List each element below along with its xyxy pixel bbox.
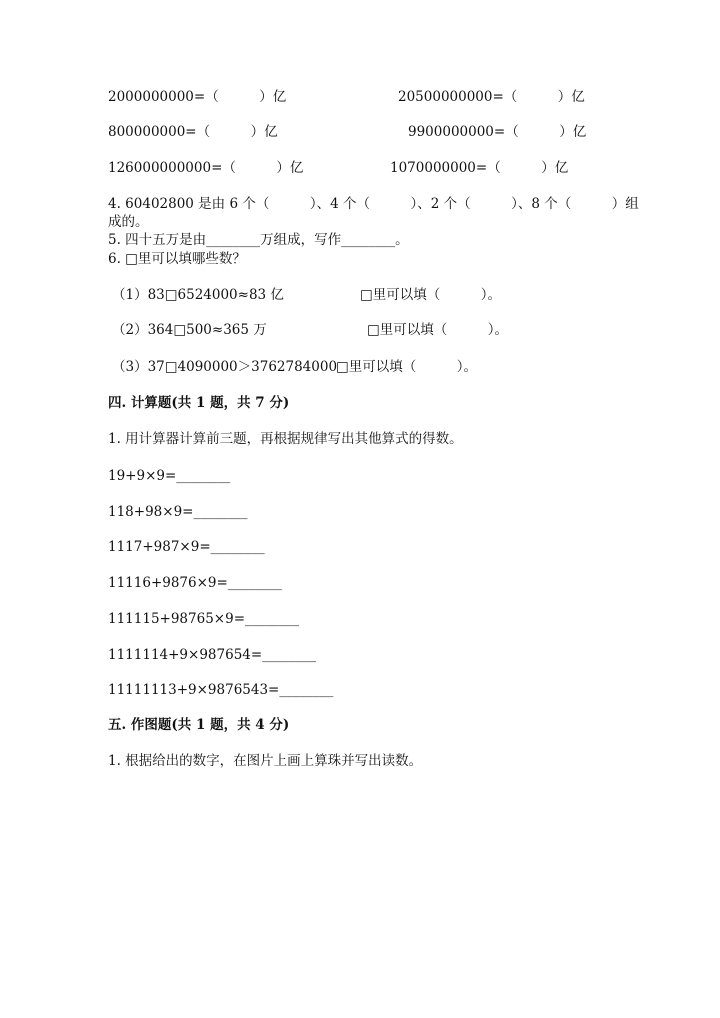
question-6-item-1-expr: （1）83□6524000≈83 亿 <box>112 287 284 303</box>
conversion-1-left: 2000000000=（ ）亿 <box>108 89 287 105</box>
question-6-item-2-fill: □里可以填（ ）。 <box>367 322 509 338</box>
equation-5: 111115+98765×9=________ <box>108 611 300 627</box>
section-4-instruction: 1. 用计算器计算前三题，再根据规律写出其他算式的得数。 <box>108 431 463 447</box>
question-6-title: 6. □里可以填哪些数？ <box>108 251 246 267</box>
question-4-line-2: 成的。 <box>108 214 149 230</box>
question-6-item-3-fill: □里可以填（ ）。 <box>336 359 478 375</box>
section-4-heading: 四. 计算题(共 1 题，共 7 分) <box>108 395 290 411</box>
question-6-item-2-expr: （2）364□500≈365 万 <box>112 322 267 338</box>
question-4-line-1: 4. 60402800 是由 6 个（ ）、4 个（ ）、2 个（ ）、8 个（ ）组 <box>108 196 639 212</box>
conversion-3-left: 126000000000=（ ）亿 <box>108 160 304 176</box>
section-5-heading: 五. 作图题(共 1 题，共 4 分) <box>108 717 290 733</box>
question-6-item-3-expr: （3）37□4090000＞3762784000 <box>112 359 338 375</box>
section-5-instruction: 1. 根据给出的数字，在图片上画上算珠并写出读数。 <box>108 753 423 769</box>
question-5: 5. 四十五万是由________万组成，写作________。 <box>108 232 409 248</box>
question-6-item-1-fill: □里可以填（ ）。 <box>360 287 502 303</box>
conversion-3-right: 1070000000=（ ）亿 <box>390 160 569 176</box>
equation-3: 1117+987×9=________ <box>108 539 265 555</box>
equation-4: 11116+9876×9=________ <box>108 575 282 591</box>
conversion-1-right: 20500000000=（ ）亿 <box>398 89 585 105</box>
equation-2: 118+98×9=________ <box>108 504 248 520</box>
equation-6: 1111114+9×987654=________ <box>108 647 317 663</box>
conversion-2-left: 800000000=（ ）亿 <box>108 124 278 140</box>
conversion-2-right: 9900000000=（ ）亿 <box>408 124 587 140</box>
equation-7: 11111113+9×9876543=________ <box>108 682 334 698</box>
equation-1: 19+9×9=________ <box>108 468 231 484</box>
